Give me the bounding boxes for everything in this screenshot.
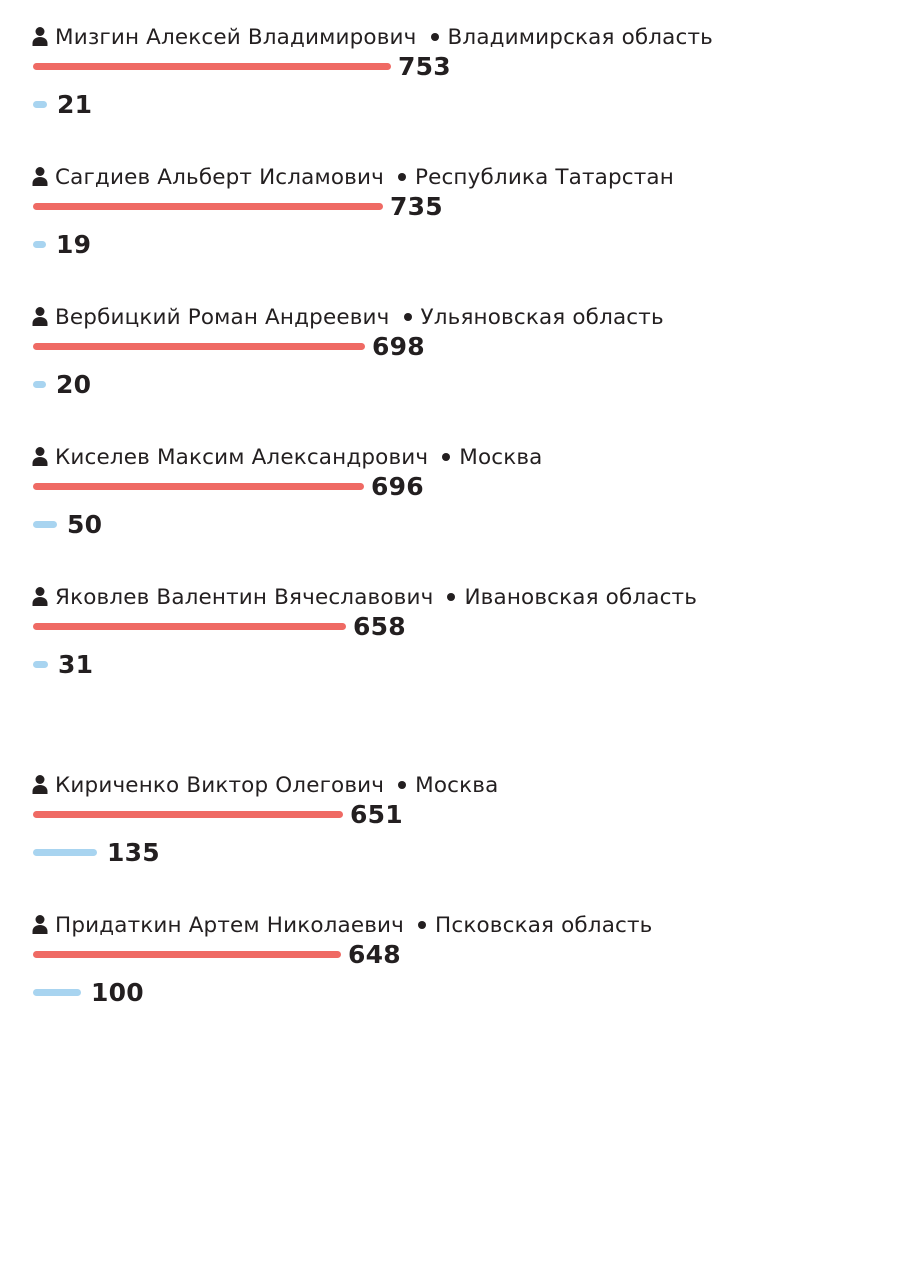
- primary-bar: [33, 811, 343, 818]
- secondary-bar: [33, 101, 47, 108]
- region-label: Владимирская область: [447, 24, 713, 50]
- person-name: Яковлев Валентин Вячеславович: [55, 584, 434, 610]
- person-name: Вербицкий Роман Андреевич: [55, 304, 390, 330]
- row-spacer: [0, 136, 918, 162]
- primary-bar: [33, 343, 365, 350]
- region-wrap: [442, 445, 542, 470]
- secondary-bar-row: [33, 510, 918, 538]
- chart-row: [0, 770, 918, 866]
- region-wrap: [447, 585, 697, 610]
- secondary-bar: [33, 241, 46, 248]
- region-wrap: [418, 913, 652, 938]
- region-label: Ульяновская область: [420, 304, 664, 330]
- person-name: Киселев Максим Александрович: [55, 444, 429, 470]
- person-name: Мизгин Алексей Владимирович: [55, 24, 417, 50]
- chart-row: [0, 22, 918, 118]
- secondary-bar: [33, 989, 81, 996]
- region-wrap: [431, 25, 713, 50]
- region-wrap: [404, 305, 664, 330]
- secondary-bar-row: [33, 650, 918, 678]
- bullet-icon: [398, 173, 406, 181]
- primary-bar-row: [33, 193, 918, 219]
- secondary-bar-row: [33, 230, 918, 258]
- bullet-icon: [398, 781, 406, 789]
- primary-value: 651: [350, 799, 403, 829]
- primary-bar: [33, 951, 341, 958]
- chart-row: [0, 582, 918, 678]
- secondary-value: 50: [67, 509, 103, 539]
- primary-bar: [33, 63, 391, 70]
- secondary-value: 21: [57, 89, 93, 119]
- person-icon: [31, 26, 49, 47]
- secondary-bar-row: [33, 978, 918, 1006]
- person-icon: [31, 586, 49, 607]
- row-spacer: [0, 884, 918, 910]
- person-icon: [31, 914, 49, 935]
- secondary-value: 100: [91, 977, 144, 1007]
- primary-bar-row: [33, 53, 918, 79]
- chart-row: [0, 162, 918, 258]
- secondary-bar: [33, 381, 46, 388]
- secondary-value: 20: [56, 369, 92, 399]
- region-label: Ивановская область: [464, 584, 698, 610]
- row-spacer: [0, 556, 918, 582]
- person-icon: [31, 306, 49, 327]
- primary-bar: [33, 623, 346, 630]
- row-spacer: [0, 416, 918, 442]
- chart-row: [0, 302, 918, 398]
- primary-value: 698: [372, 331, 425, 361]
- secondary-bar-row: [33, 370, 918, 398]
- row-spacer: [0, 276, 918, 302]
- primary-value: 658: [353, 611, 406, 641]
- region-label: Москва: [459, 444, 543, 470]
- primary-bar-row: [33, 941, 918, 967]
- region-label: Республика Татарстан: [414, 164, 674, 190]
- secondary-bar: [33, 521, 57, 528]
- secondary-bar-row: [33, 838, 918, 866]
- bullet-icon: [447, 593, 455, 601]
- bullet-icon: [442, 453, 450, 461]
- chart-row: [0, 442, 918, 538]
- primary-bar-row: [33, 473, 918, 499]
- primary-bar: [33, 483, 364, 490]
- secondary-value: 19: [56, 229, 92, 259]
- primary-value: 648: [348, 939, 401, 969]
- secondary-bar: [33, 849, 97, 856]
- region-label: Псковская область: [435, 912, 653, 938]
- row-spacer: [0, 696, 918, 770]
- person-icon: [31, 166, 49, 187]
- person-name: Придаткин Артем Николаевич: [55, 912, 405, 938]
- bullet-icon: [404, 313, 412, 321]
- primary-bar-row: [33, 613, 918, 639]
- primary-value: 696: [371, 471, 424, 501]
- primary-bar: [33, 203, 383, 210]
- person-name: Кириченко Виктор Олегович: [55, 772, 385, 798]
- person-icon: [31, 774, 49, 795]
- secondary-value: 135: [107, 837, 160, 867]
- primary-value: 735: [390, 191, 443, 221]
- secondary-value: 31: [58, 649, 94, 679]
- primary-bar-row: [33, 801, 918, 827]
- primary-bar-row: [33, 333, 918, 359]
- person-icon: [31, 446, 49, 467]
- secondary-bar-row: [33, 90, 918, 118]
- chart-row: [0, 910, 918, 1006]
- bullet-icon: [418, 921, 426, 929]
- secondary-bar: [33, 661, 48, 668]
- region-wrap: [398, 773, 498, 798]
- region-label: Москва: [415, 772, 499, 798]
- region-wrap: [398, 165, 674, 190]
- primary-value: 753: [398, 51, 451, 81]
- bullet-icon: [431, 33, 439, 41]
- person-name: Сагдиев Альберт Исламович: [55, 164, 384, 190]
